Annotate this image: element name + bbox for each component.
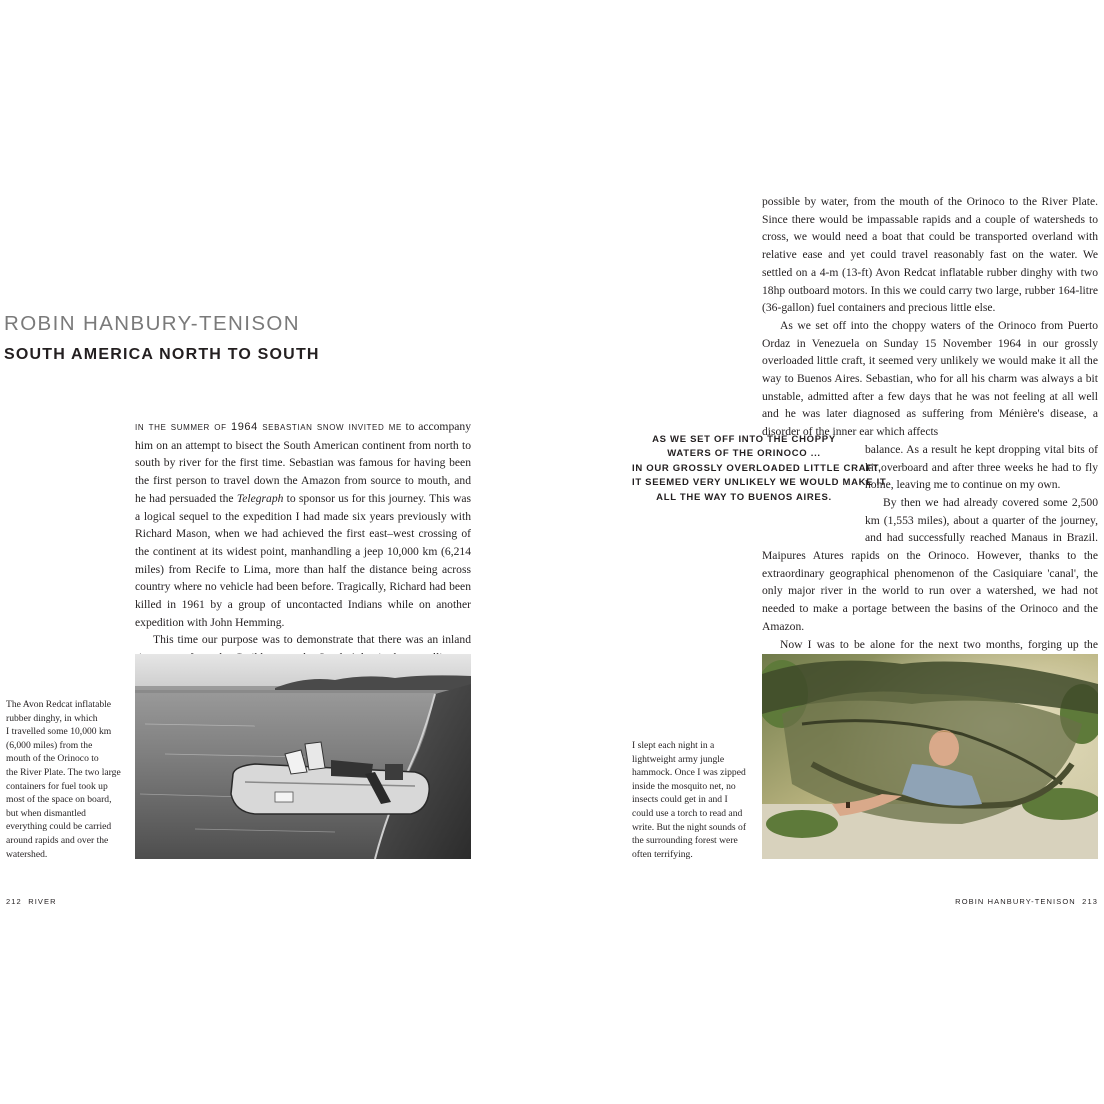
right-folio <box>955 897 1098 906</box>
dinghy-river-photo <box>135 654 471 859</box>
caption-line: The Avon Redcat inflatable <box>6 699 112 710</box>
running-head: RIVER <box>28 897 57 906</box>
caption-line: write. But the night sounds of <box>632 821 747 833</box>
wrap-line: By then we had already covered some 2,500 <box>883 495 1098 509</box>
left-photo-caption <box>6 698 121 861</box>
caption-line: the surrounding forest were <box>632 835 738 847</box>
wrap-line: and had successfully reached Manaus in Brazil. <box>865 531 1098 545</box>
caption-line: most of the space on board, <box>6 794 112 806</box>
right-paragraph-1: possible by water, from the mouth of the Orinoco to the River Plate. Since there would be impassable rapids and a couple of watersheds to cross, we would need a boat that could be transported overland with relative ease and yet could travel reasonably fast on the water. We settled on a 4-m (13-ft) Avon Redcat inflatable rubber dinghy with two 18hp outboard motors. In this we could carry two large, rubber 164-litre (36-gallon) fuel containers and precious little else. <box>762 195 1098 315</box>
running-head: ROBIN HANBURY-TENISON <box>955 897 1076 906</box>
caption-line: rubber dinghy, in which <box>6 712 98 724</box>
caption-line: I slept each night in a <box>632 740 715 751</box>
caption-line: watershed. <box>6 848 48 860</box>
pull-quote <box>632 433 887 505</box>
chapter-subtitle: SOUTH AMERICA NORTH TO SOUTH <box>4 346 320 363</box>
wrap-line: km (1,553 miles), about a quarter of the journey, <box>865 513 1098 527</box>
caption-line: containers for fuel took up <box>6 780 108 792</box>
wrap-line: kit overboard and after three weeks he had to fly <box>865 460 1098 474</box>
author-name: ROBIN HANBURY-TENISON <box>4 312 300 335</box>
caption-line: lightweight army jungle <box>632 753 725 765</box>
pull-quote-line: WATERS OF THE ORINOCO ... <box>667 448 821 460</box>
paragraph-text: to accompany him on an attempt to bisect the South American continent from north to south by river for the first time. Sebastian was famous for having been the first person to travel down the Amazon from source to mouth, and he had persuaded the <box>135 420 471 505</box>
wrap-line: home, leaving me to continue on my own. <box>865 478 1061 492</box>
page-number: 213 <box>1082 897 1098 906</box>
caption-line: mouth of the Orinoco to <box>6 753 99 765</box>
left-body-column <box>135 418 471 685</box>
caption-line: insects could get in and I <box>632 794 728 806</box>
caption-line: I travelled some 10,000 km <box>6 726 112 738</box>
caption-line: often terrifying. <box>632 848 693 860</box>
caption-line: but when dismantled <box>6 807 86 819</box>
left-folio <box>6 897 57 906</box>
caption-line: the River Plate. The two large <box>6 766 121 778</box>
pull-quote-line: IN OUR GROSSLY OVERLOADED LITTLE CRAFT, <box>632 462 882 474</box>
lead-in-text: in the summer of 1964 sebastian snow invited me <box>135 421 402 433</box>
caption-line: hammock. Once I was zipped <box>632 767 746 779</box>
right-paragraph-2: As we set off into the choppy waters of the Orinoco from Puerto Ordaz in Venezuela on Sunday 15 November 1964 in our grossly overloaded little craft, it seemed very unlikely we would make it all the way to Buenos Aires. Sebastian, who for all his charm was always a bit unstable, admitted after a few days that he was not feeling at all well and he was later diagnosed as suffering from Ménière's disease, a disorder of the inner ear which affects <box>762 318 1098 439</box>
paragraph-text: to sponsor us for this journey. This was a logical sequel to the expedition I had made six years previously with Richard Mason, when we had achieved the first east–west crossing of the continent at its widest point, manhandling a jeep 10,000 km (6,214 miles) from Recife to Lima, more than half the distance being across country where no vehicle had been before. Tragically, Richard had been killed in 1961 by a group of uncontacted Indians while on another expedition with John Hemming. <box>135 491 471 629</box>
left-paragraph-1 <box>135 418 471 631</box>
right-paragraph-3-rest: Maipures Atures rapids on the Orinoco. However, thanks to the extraordinary geographical phenomenon of the Casiquiare 'canal', the only major river in the world to run over a watershed, we had not needed to make a portage between the basins of the Orinoco and the Amazon. <box>762 549 1098 633</box>
hammock-photo <box>762 654 1098 859</box>
left-paragraph-2: This time our purpose was to demonstrate that there was an inland <box>153 633 471 647</box>
wrap-line: balance. As a result he kept dropping vital bits of <box>865 442 1098 456</box>
pull-quote-line: IT SEEMED VERY UNLIKELY WE WOULD MAKE IT <box>632 477 887 489</box>
page-number: 212 <box>6 897 22 906</box>
caption-line: (6,000 miles) from the <box>6 739 93 751</box>
right-paragraph-4: Now I was to be alone for the next two months, forging up the <box>780 637 1098 651</box>
pull-quote-line: ALL THE WAY TO BUENOS AIRES. <box>656 491 832 503</box>
right-photo-caption <box>632 739 752 861</box>
pull-quote-line: AS WE SET OFF INTO THE CHOPPY <box>652 434 836 445</box>
caption-line: could use a torch to read and <box>632 807 743 819</box>
caption-line: around rapids and over the <box>6 834 109 846</box>
caption-line: everything could be carried <box>6 821 112 833</box>
caption-line: inside the mosquito net, no <box>632 780 736 792</box>
newspaper-title: Telegraph <box>236 491 284 505</box>
